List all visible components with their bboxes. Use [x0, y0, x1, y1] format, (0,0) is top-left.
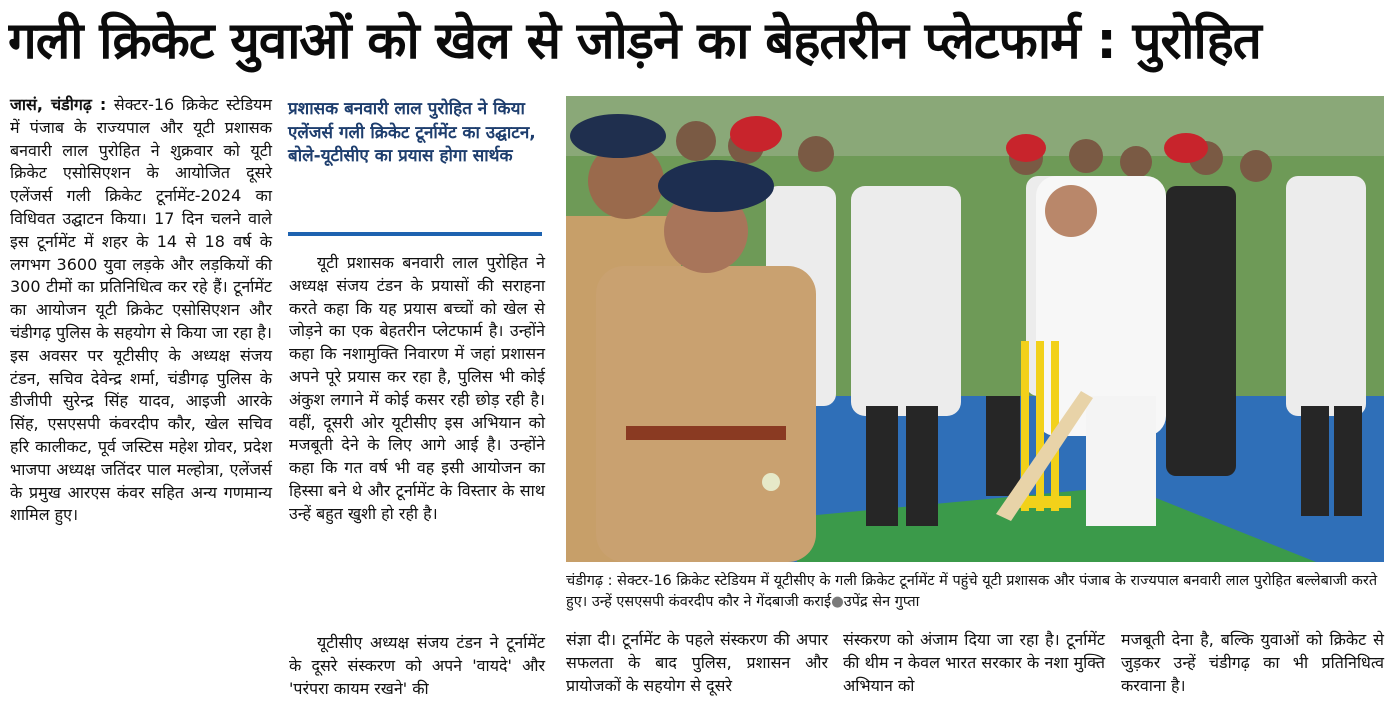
photo-illustration — [566, 96, 1384, 562]
article-column-5: मजबूती देना है, बल्कि युवाओं को क्रिकेट से जुड़कर उन्हें चंडीगढ़ का भी प्रतिनिधित्व करवाना है। — [1121, 630, 1384, 695]
column-1-text: सेक्टर-16 क्रिकेट स्टेडियम में पंजाब के राज्यपाल और यूटी प्रशासक बनवारी लाल पुरोहित ने शुक्रवार को यूटी क्रिकेट एसोसिएशन के आयोजित दूसरे एलेंजर्स गली क्रिकेट टूर्नामेंट-2024 का विधिवत उद्घाटन किया। 17 दिन चलने वाले इस टूर्नामेंट में शहर के 14 से 18 वर्ष के लगभग 3600 युवा लड़के और लड़कियों की 300 टीमों का प्रतिनिधित्व कर रहे हैं। टूर्नामेंट का आयोजन यूटी क्रिकेट एसोसिएशन और चंडीगढ़ पुलिस के सहयोग से किया जा रहा है। इस अवसर पर यूटीसीए के अध्यक्ष संजय टंडन, सचिव देवेन्द्र शर्मा, चंडीगढ़ पुलिस के डीजीपी सुरेन्द्र सिंह यादव, आइजी आरके सिंह, एसएसपी कंवरदीप कौर, खेल सचिव हरि कालीकट, पूर्व जस्टिस महेश ग्रोवर, प्रदेश भाजपा अध्यक्ष जतिंदर पाल मल्होत्रा, एलेंजर्स के प्रमुख आरएस कंवर सहित अन्य गणमान्य शामिल हुए। — [10, 95, 272, 525]
subheadline-rule — [288, 232, 542, 236]
photo-credit: उपेंद्र सेन गुप्ता — [843, 594, 920, 610]
article-column-2 — [289, 252, 545, 526]
news-photo — [566, 96, 1384, 562]
article-column-3: संज्ञा दी। टूर्नामेंट के पहले संस्करण की अपार सफलता के बाद पुलिस, प्रशासन और प्रायोजकों के सहयोग से दूसरे — [566, 630, 828, 695]
article-column-4: संस्करण को अंजाम दिया जा रहा है। टूर्नामेंट की थीम न केवल भारत सरकार के नशा मुक्ति अभियान को — [843, 630, 1105, 695]
article-column-1 — [10, 94, 272, 527]
credit-dot: ● — [831, 594, 844, 610]
photo-caption — [566, 571, 1386, 613]
column-2-paragraph-2: यूटीसीए अध्यक्ष संजय टंडन ने टूर्नामेंट के दूसरे संस्करण को अपने 'वायदे' और 'परंपरा कायम रखने' की — [289, 633, 545, 698]
dateline: जासं, चंडीगढ़ : — [10, 95, 107, 114]
column-2-paragraph-1: यूटी प्रशासक बनवारी लाल पुरोहित ने अध्यक्ष संजय टंडन के प्रयासों की सराहना करते कहा कि यह प्रयास बच्चों को खेल से जोड़ने का एक बेहतरीन प्लेटफार्म है। उन्होंने कहा कि नशामुक्ति निवारण में जहां प्रशासन अपने पूरे प्रयास कर रहा है, पुलिस भी कोई अंकुश लगाने में कोई कसर रही छोड़ रही है। वहीं, दूसरी ओर यूटीसीए इस अभियान को मजबूती देने के लिए आगे आई है। उन्होंने कहा कि गत वर्ष भी वह इसी आयोजन का हिस्सा बने थे और टूर्नामेंट के विस्तार के साथ उन्हें बहुत खुशी हो रही है। — [289, 253, 545, 523]
caption-text: चंडीगढ़ : सेक्टर-16 क्रिकेट स्टेडियम में यूटीसीए के गली क्रिकेट टूर्नामेंट में पहुंचे यूटी प्रशासक और पंजाब के राज्यपाल बनवारी लाल पुरोहित बल्लेबाजी करते हुए। उन्हें एसएसपी कंवरदीप कौर ने गेंदबाजी कराई — [566, 573, 1378, 610]
headline: गली क्रिकेट युवाओं को खेल से जोड़ने का बेहतरीन प्लेटफार्म : पुरोहित — [8, 12, 1261, 71]
subheadline: प्रशासक बनवारी लाल पुरोहित ने किया एलेंजर्स गली क्रिकेट टूर्नामेंट का उद्घाटन, बोले-यूटीसीए का प्रयास होगा सार्थक — [288, 99, 536, 166]
